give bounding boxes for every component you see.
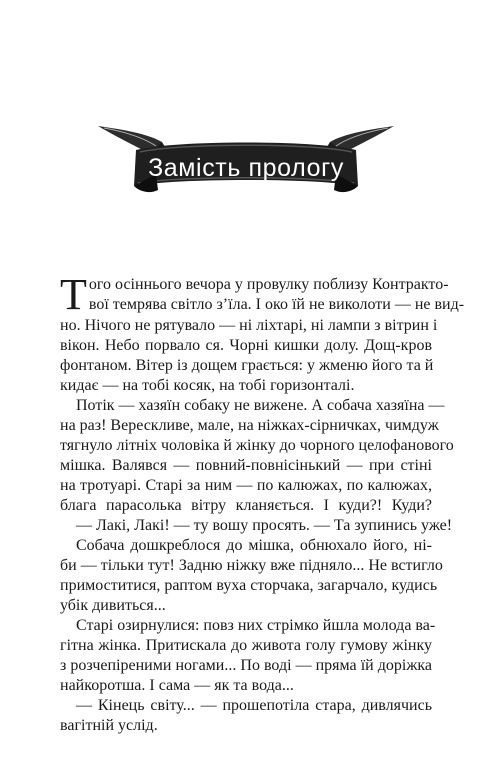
text-line: Собача дошкреблося до мішка, обнюхало його, ні- <box>76 537 432 554</box>
chapter-banner <box>96 112 396 212</box>
text-line: — Лакі, Лакі! — ту вошу просять. — Та зупинись уже! <box>76 517 453 534</box>
text-line: Старі озирнулися: повз них стрімко йшла молода ва- <box>76 617 436 634</box>
text-line: фонтаном. Вітер із дощем грається: у жменю його та й <box>60 357 434 374</box>
text-line: би — тільки тут! Задню ніжку вже підняло... Не встигло <box>60 557 443 574</box>
text-line: тягнуло літніх чоловіка й жінку до чорного целофанового <box>60 437 454 454</box>
text-line: вої темрява світло з’їла. І око їй не виколоти — не вид- <box>88 296 465 313</box>
chapter-title: Замість прологу <box>148 154 344 182</box>
text-line: мішка. Валявся — повний-повнісінький — при стіні <box>60 457 432 474</box>
text-line: ого осіннього вечора у провулку поблизу Контракто- <box>88 276 449 293</box>
text-line: Потік — хазяїн собаку не вижене. А собача хазяїна — <box>76 397 445 414</box>
text-line: вікон. Небо порвало ся. Чорні кишки долу. Дощ-кров <box>60 337 432 354</box>
text-line: найкоротша. І сама — як та вода... <box>60 677 294 694</box>
text-line: кидає — на тобі косяк, на тобі горизонталі. <box>60 377 355 394</box>
text-line: на тротуарі. Старі за ним — по калюжах, по калюжах, <box>60 477 432 494</box>
text-line: з розчепіреними ногами... По воді — пряма їй доріжка <box>60 657 432 674</box>
text-line: — Кінець світу... — прошепотіла стара, дивлячись <box>76 697 432 714</box>
paragraph <box>60 270 465 396</box>
text-line: убік дивиться... <box>60 597 166 614</box>
drop-cap: Т <box>60 270 87 319</box>
text-line: примоститися, раптом вуха сторчака, загарчало, кудись <box>60 577 438 594</box>
text-line: но. Нічого не рятувало — ні ліхтарі, ні лампи з вітрин і <box>60 317 438 334</box>
text-line: на раз! Верескливе, мале, на ніжках-сірничках, чимдуж <box>60 417 439 434</box>
text-line: вагітній услід. <box>60 717 158 734</box>
body-text <box>60 270 465 736</box>
text-line: блага парасолька вітру кланяється. І куди?! Куди? <box>60 497 432 514</box>
text-line: гітна жінка. Притискала до живота голу гумову жінку <box>60 637 432 654</box>
